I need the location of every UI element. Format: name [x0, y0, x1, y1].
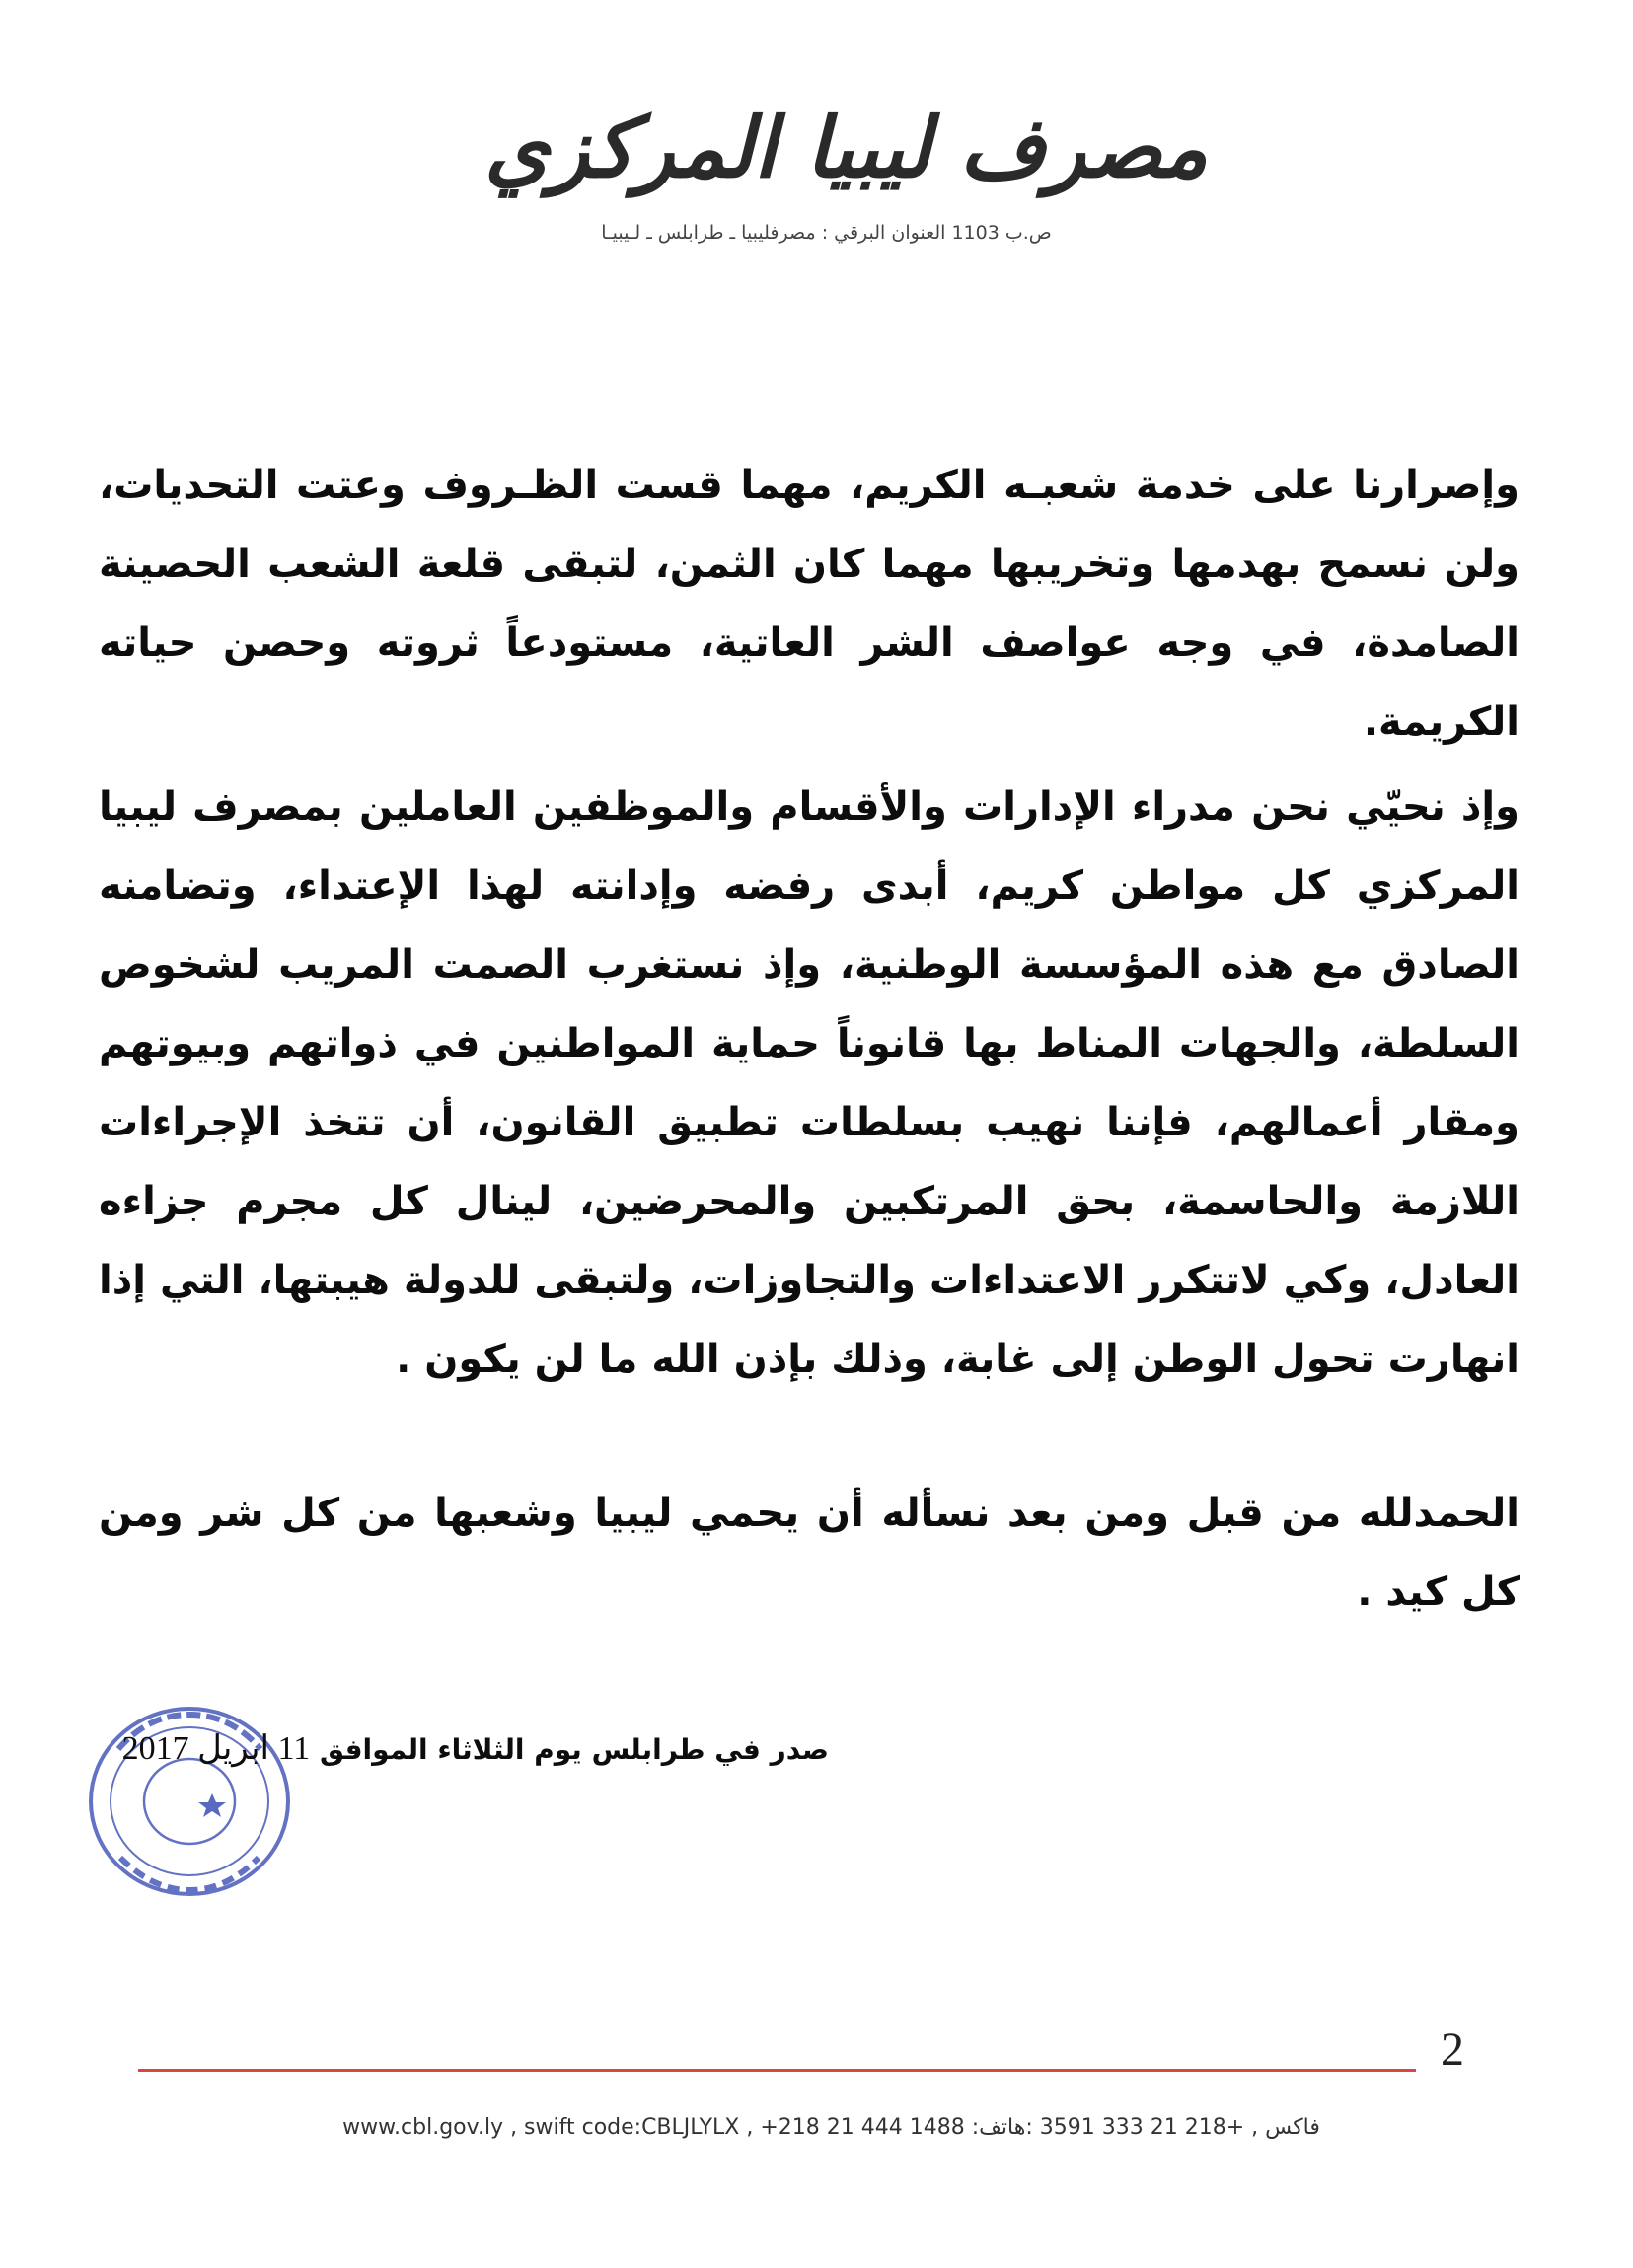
- paragraph-1: وإصرارنا على خدمة شعبـه الكريم، مهما قست الظـروف وعتت التحديات، ولن نسمح بهدمها وتخريبها مهما كان الثمن، لتبقى قلعة الشعب الحصينة الصامدة، في وجه عواصف الشر العاتية، مستودعاً ثروته وحصن حياته الكريمة.: [99, 463, 1520, 745]
- bank-logo-wordmark: مصرف ليبيا المركزي: [484, 99, 1208, 196]
- paragraph-2: وإذ نحيّي نحن مدراء الإدارات والأقسام والموظفين العاملين بمصرف ليبيا المركزي كل مواطن كريم، أبدى رفضه وإدانته لهذا الإعتداء، وتضامنه الصادق مع هذه المؤسسة الوطنية، وإذ نستغرب الصمت المريب لشخوص السلطة، والجهات المناط بها قانوناً حماية المواطنين في ذواتهم وبيوتهم ومقار أعمالهم، فإننا نهيب بسلطات تطبيق القانون، أن تتخذ الإجراءات اللازمة والحاسمة، بحق المرتكبين والمحرضين، لينال كل مجرم جزاءه العادل، وكي لاتتكرر الاعتداءات والتجاوزات، ولتبقى للدولة هيبتها، التي إذا انهارت تحول الوطن إلى غابة، وذلك بإذن الله ما لن يكون .: [99, 784, 1520, 1382]
- footer-contact-line: www.cbl.gov.ly , swift code:CBLJLYLX , +218 21 444 1488 :فاكس , +218 21 333 3591 :هاتف: [342, 2115, 1320, 2140]
- issue-place-day: صدر في طرابلس يوم الثلاثاء الموافق: [319, 1733, 829, 1766]
- paragraph-3: الحمدلله من قبل ومن بعد نسأله أن يحمي ليبيا وشعبها من كل شر ومن كل كيد .: [99, 1491, 1520, 1615]
- footer-divider: [138, 2069, 1416, 2072]
- issue-date: 11 ابريل 2017: [121, 1730, 311, 1767]
- page-number: 2: [1441, 2023, 1464, 2076]
- letterhead-address: ص.ب 1103 العنوان البرقي : مصرفليبيا ـ طرابلس ـ لـيبيـا: [601, 222, 1052, 244]
- issue-statement: [99, 1728, 829, 1768]
- official-stamp: [79, 1695, 306, 1907]
- letterhead: [0, 94, 1633, 244]
